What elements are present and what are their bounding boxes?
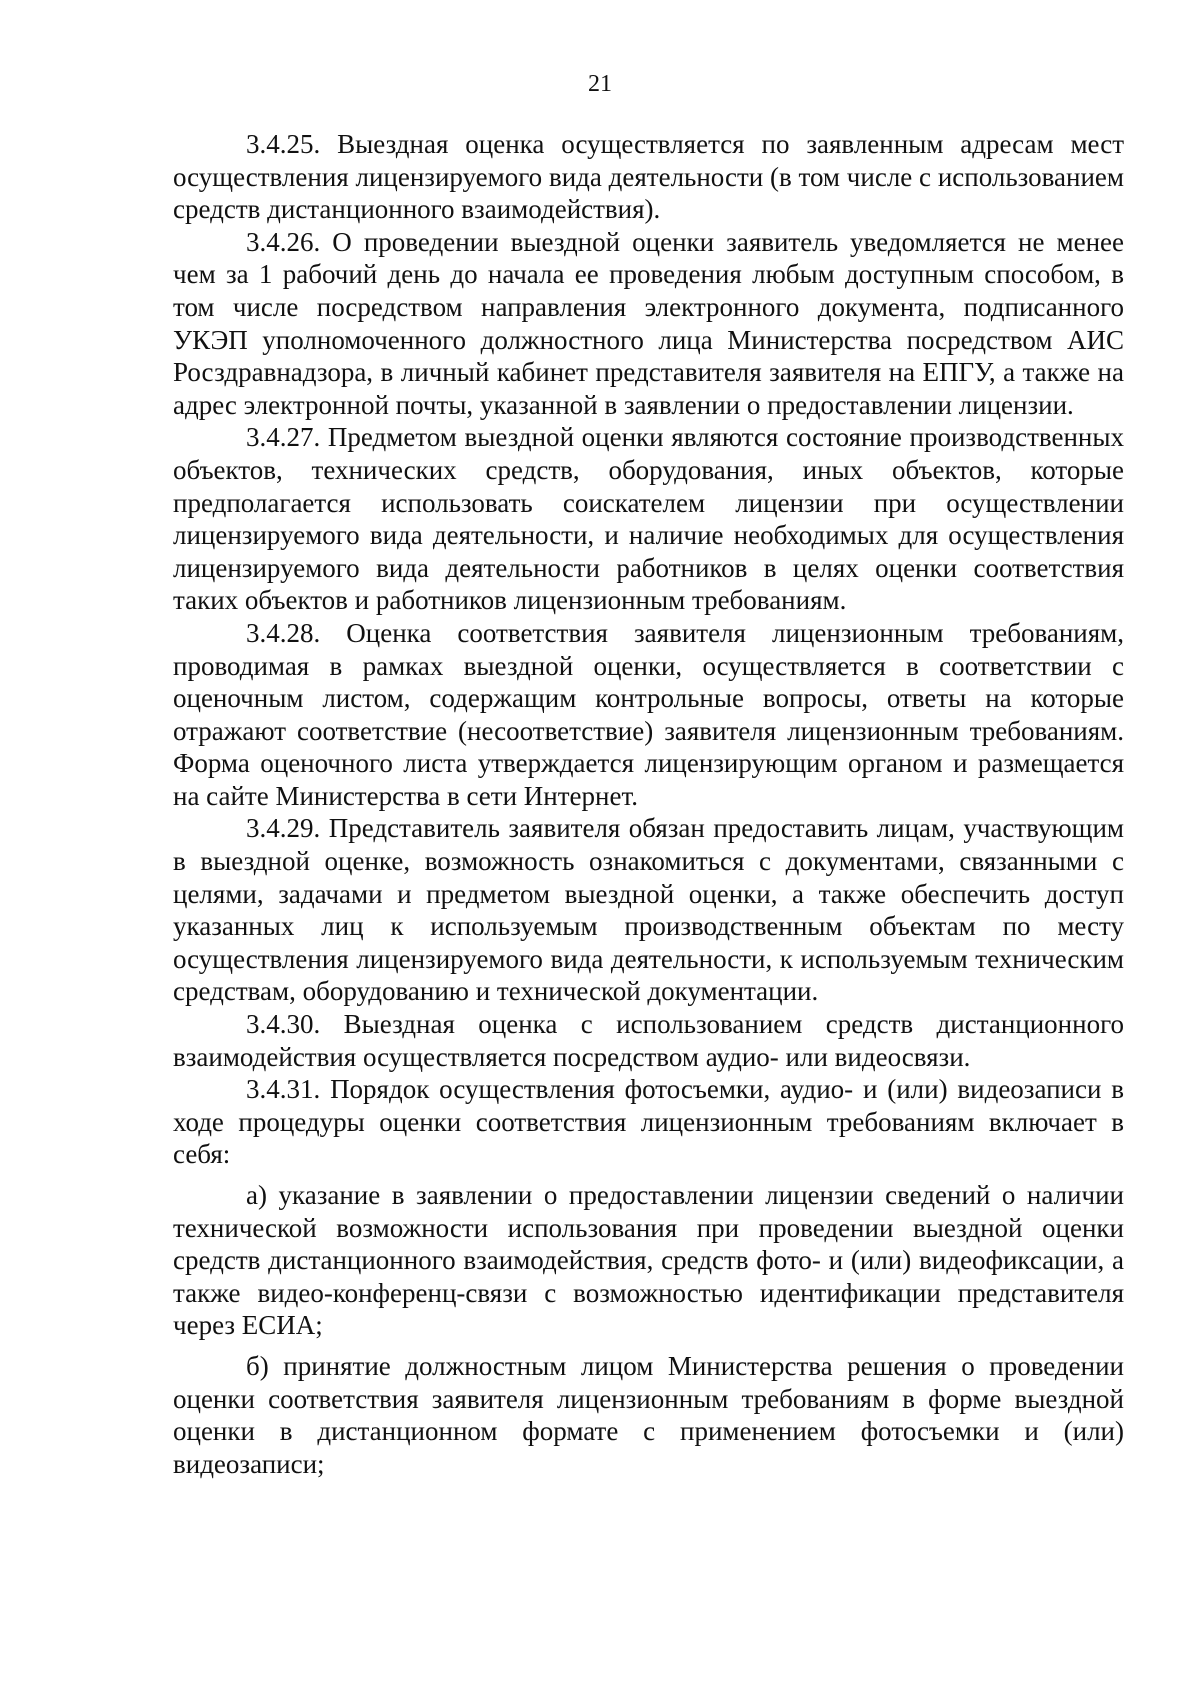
paragraph-3-4-28: 3.4.28. Оценка соответствия заявителя лицензионным требованиям, проводимая в рамках выездной оценки, осуществляется в соответствии с оценочным листом, содержащим контрольные вопросы, ответы на которые отражают соответствие (несоответствие) заявителя лицензионным требованиям. Форма оценочного листа утверждается лицензирующим органом и размещается на сайте Министерства в сети Интернет. [173, 617, 1124, 811]
paragraph-3-4-31: 3.4.31. Порядок осуществления фотосъемки, аудио- и (или) видеозаписи в ходе процедуры оценки соответствия лицензионным требованиям включает в себя: [173, 1074, 1124, 1170]
paragraph-3-4-29: 3.4.29. Представитель заявителя обязан предоставить лицам, участвующим в выездной оценке, возможность ознакомиться с документами, связанными с целями, задачами и предметом выездной оценки, а также обеспечить доступ указанных лиц к используемым производственным объектам по месту осуществления лицензируемого вида деятельности, к используемым техническим средствам, оборудованию и технической документации. [173, 813, 1124, 1007]
list-item-a: а) указание в заявлении о предоставлении лицензии сведений о наличии технической возможности использования при проведении выездной оценки средств дистанционного взаимодействия, средств фото- и (или) видеофиксации, а также видео-конференц-связи с возможностью идентификации представителя через ЕСИА; [173, 1180, 1124, 1341]
paragraph-3-4-26: 3.4.26. О проведении выездной оценки заявитель уведомляется не менее чем за 1 рабочий день до начала ее проведения любым доступным способом, в том числе посредством направления электронного документа, подписанного УКЭП уполномоченного должностного лица Министерства посредством АИС Росздравнадзора, в личный кабинет представителя заявителя на ЕПГУ, а также на адрес электронной почты, указанной в заявлении о предоставлении лицензии. [173, 226, 1124, 420]
paragraph-3-4-30: 3.4.30. Выездная оценка с использованием средств дистанционного взаимодействия осуществляется посредством аудио- или видеосвязи. [173, 1009, 1124, 1072]
list-item-b: б) принятие должностным лицом Министерства решения о проведении оценки соответствия заявителя лицензионным требованиям в форме выездной оценки в дистанционном формате с применением фотосъемки и (или) видеозаписи; [173, 1350, 1124, 1479]
page-number: 21 [588, 71, 612, 97]
document-body [173, 128, 1124, 1480]
paragraph-3-4-27: 3.4.27. Предметом выездной оценки являются состояние производственных объектов, технических средств, оборудования, иных объектов, которые предполагается использовать соискателем лицензии при осуществлении лицензируемого вида деятельности, и наличие необходимых для осуществления лицензируемого вида деятельности работников в целях оценки соответствия таких объектов и работников лицензионным требованиям. [173, 422, 1124, 616]
paragraph-3-4-25: 3.4.25. Выездная оценка осуществляется по заявленным адресам мест осуществления лицензируемого вида деятельности (в том числе с использованием средств дистанционного взаимодействия). [173, 129, 1124, 225]
